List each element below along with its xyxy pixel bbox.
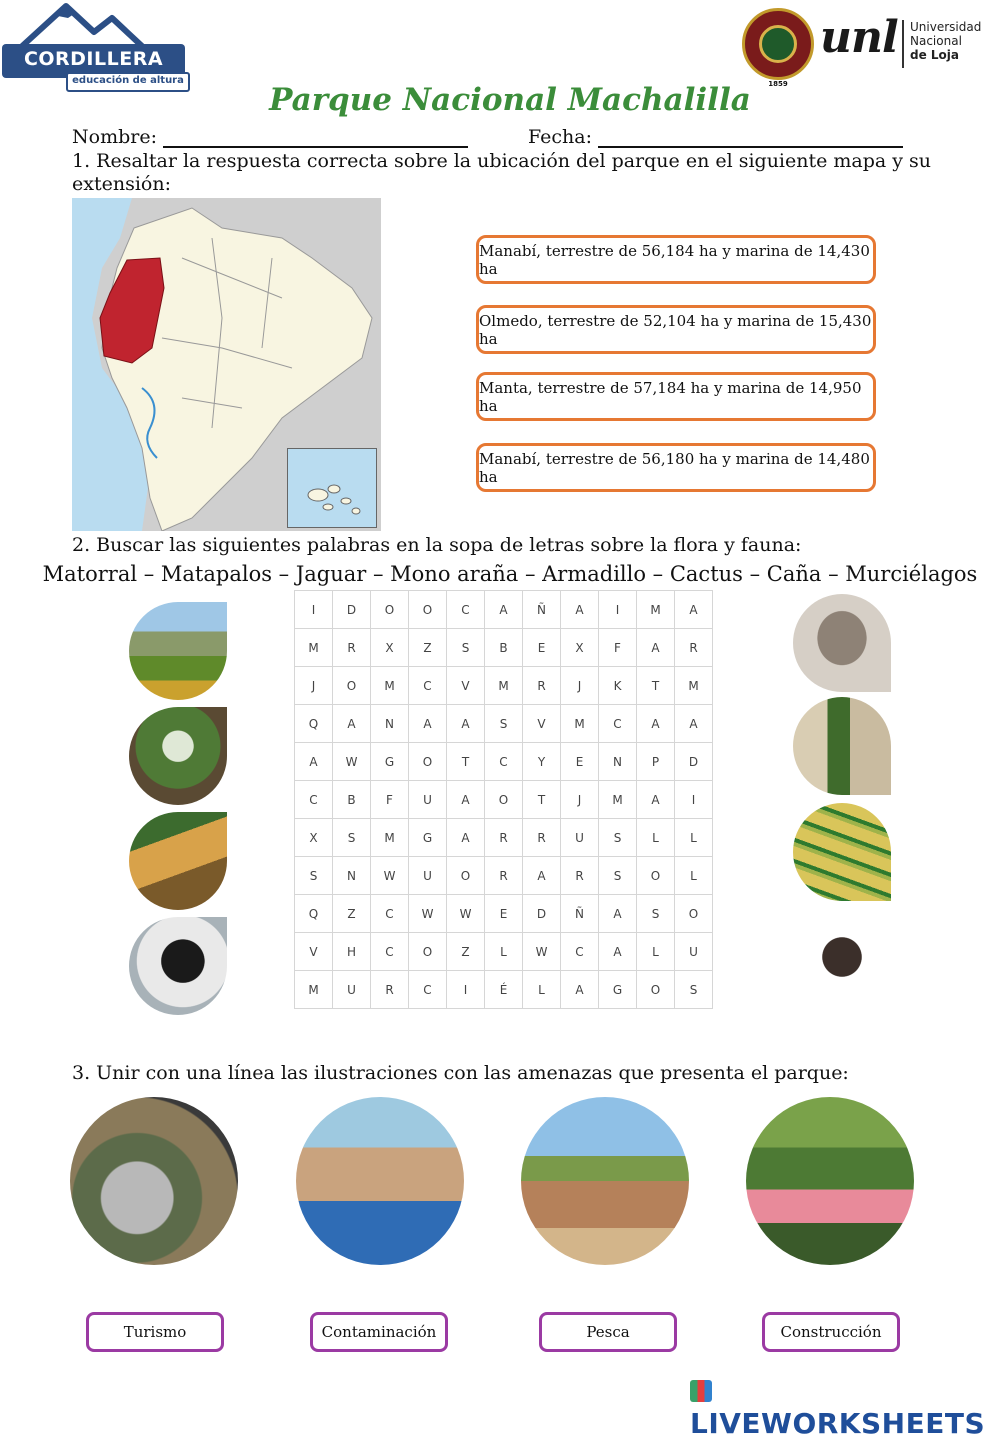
grid-row xyxy=(295,857,713,895)
galapagos-inset xyxy=(287,448,377,528)
grid-cell[interactable]: M xyxy=(295,629,333,667)
grid-cell[interactable]: V xyxy=(295,933,333,971)
grid-cell[interactable]: A xyxy=(333,705,371,743)
answer-option-4[interactable]: Manabí, terrestre de 56,180 ha y marina de 14,480 ha xyxy=(476,443,876,492)
grid-cell[interactable]: L xyxy=(675,857,713,895)
grid-cell[interactable]: M xyxy=(637,591,675,629)
grid-cell[interactable]: C xyxy=(447,591,485,629)
grid-cell[interactable]: É xyxy=(485,971,523,1009)
liveworksheets-logo-icon xyxy=(690,1380,712,1402)
grid-cell[interactable]: V xyxy=(523,705,561,743)
grid-cell[interactable]: B xyxy=(333,781,371,819)
university-seal-icon xyxy=(742,8,814,80)
grid-cell[interactable]: C xyxy=(561,933,599,971)
matapalos-photo xyxy=(129,707,227,805)
grid-cell[interactable]: O xyxy=(637,857,675,895)
mountain-icon xyxy=(20,2,180,48)
question-1-text: 1. Resaltar la respuesta correcta sobre la ubicación del parque en el siguiente mapa y su extensión: xyxy=(72,150,932,195)
grid-cell[interactable]: U xyxy=(409,781,447,819)
date-label: Fecha: xyxy=(528,126,592,148)
word-list: Matorral – Matapalos – Jaguar – Mono araña – Armadillo – Cactus – Caña – Murciélagos xyxy=(42,562,978,586)
date-field-row xyxy=(528,126,903,148)
grid-cell[interactable]: M xyxy=(371,667,409,705)
university-name: Universidad Nacional de Loja xyxy=(910,20,982,62)
grid-cell[interactable]: W xyxy=(523,933,561,971)
grid-cell[interactable]: D xyxy=(675,743,713,781)
grid-cell[interactable]: A xyxy=(637,629,675,667)
grid-cell[interactable]: Y xyxy=(523,743,561,781)
grid-cell[interactable]: S xyxy=(599,819,637,857)
grid-cell[interactable]: L xyxy=(675,819,713,857)
grid-cell[interactable]: W xyxy=(371,857,409,895)
ecuador-map xyxy=(72,198,381,531)
grid-cell[interactable]: O xyxy=(675,895,713,933)
grid-cell[interactable]: C xyxy=(485,743,523,781)
cordillera-logo xyxy=(2,2,187,86)
question-3-text: 3. Unir con una línea las ilustraciones con las amenazas que presenta el parque: xyxy=(72,1062,849,1084)
mono-arana-photo xyxy=(129,917,227,1015)
question-2-text: 2. Buscar las siguientes palabras en la sopa de letras sobre la flora y fauna: xyxy=(72,534,802,556)
grid-cell[interactable]: C xyxy=(371,933,409,971)
grid-cell[interactable]: I xyxy=(295,591,333,629)
grid-cell[interactable]: S xyxy=(333,819,371,857)
grid-cell[interactable]: A xyxy=(447,705,485,743)
grid-cell[interactable]: A xyxy=(637,705,675,743)
grid-cell[interactable]: C xyxy=(295,781,333,819)
grid-cell[interactable]: J xyxy=(295,667,333,705)
grid-cell[interactable]: I xyxy=(675,781,713,819)
grid-cell[interactable]: G xyxy=(371,743,409,781)
grid-cell[interactable]: A xyxy=(447,819,485,857)
grid-cell[interactable]: M xyxy=(371,819,409,857)
grid-cell[interactable]: F xyxy=(599,629,637,667)
grid-cell[interactable]: Ñ xyxy=(523,591,561,629)
grid-cell[interactable]: R xyxy=(561,857,599,895)
name-field-row xyxy=(72,126,468,148)
grid-cell[interactable]: A xyxy=(295,743,333,781)
grid-cell[interactable]: C xyxy=(371,895,409,933)
grid-cell[interactable]: P xyxy=(637,743,675,781)
unl-logo xyxy=(742,6,992,90)
pesca-photo xyxy=(296,1097,464,1265)
unl-wordmark: unl xyxy=(820,12,898,63)
grid-row xyxy=(295,819,713,857)
label-construccion[interactable]: Construcción xyxy=(762,1312,900,1352)
grid-cell[interactable]: X xyxy=(561,629,599,667)
grid-cell[interactable]: L xyxy=(637,819,675,857)
grid-cell[interactable]: I xyxy=(447,971,485,1009)
cordillera-tagline: educación de altura xyxy=(66,72,190,92)
grid-cell[interactable]: A xyxy=(523,857,561,895)
grid-cell[interactable]: A xyxy=(447,781,485,819)
grid-cell[interactable]: S xyxy=(599,857,637,895)
grid-cell[interactable]: L xyxy=(485,933,523,971)
grid-cell[interactable]: W xyxy=(447,895,485,933)
grid-cell[interactable]: X xyxy=(295,819,333,857)
cordillera-name: CORDILLERA xyxy=(23,48,164,70)
label-turismo[interactable]: Turismo xyxy=(86,1312,224,1352)
grid-cell[interactable]: A xyxy=(561,591,599,629)
grid-cell[interactable]: U xyxy=(333,971,371,1009)
grid-row xyxy=(295,971,713,1009)
grid-cell[interactable]: R xyxy=(675,629,713,667)
grid-cell[interactable]: A xyxy=(485,591,523,629)
grid-cell[interactable]: M xyxy=(675,667,713,705)
grid-cell[interactable]: A xyxy=(675,591,713,629)
grid-cell[interactable]: M xyxy=(485,667,523,705)
name-label: Nombre: xyxy=(72,126,157,148)
armadillo-photo xyxy=(793,594,891,692)
grid-cell[interactable]: O xyxy=(333,667,371,705)
grid-cell[interactable]: F xyxy=(371,781,409,819)
grid-cell[interactable]: C xyxy=(409,667,447,705)
grid-cell[interactable]: U xyxy=(675,933,713,971)
grid-cell[interactable]: R xyxy=(485,819,523,857)
grid-cell[interactable]: M xyxy=(599,781,637,819)
grid-cell[interactable]: T xyxy=(447,743,485,781)
grid-cell[interactable]: N xyxy=(371,705,409,743)
grid-cell[interactable]: U xyxy=(409,857,447,895)
grid-cell[interactable]: L xyxy=(637,933,675,971)
grid-cell[interactable]: D xyxy=(333,591,371,629)
turismo-photo xyxy=(746,1097,914,1265)
name-field[interactable] xyxy=(163,126,468,148)
grid-cell[interactable]: O xyxy=(371,591,409,629)
grid-cell[interactable]: O xyxy=(409,743,447,781)
grid-cell[interactable]: S xyxy=(637,895,675,933)
murcielago-photo xyxy=(793,908,891,1006)
grid-cell[interactable]: B xyxy=(485,629,523,667)
liveworksheets-brand: LIVEWORKSHEETS xyxy=(690,1374,999,1440)
grid-cell[interactable]: S xyxy=(675,971,713,1009)
grid-cell[interactable]: D xyxy=(523,895,561,933)
grid-cell[interactable]: R xyxy=(333,629,371,667)
grid-cell[interactable]: U xyxy=(561,819,599,857)
grid-cell[interactable]: T xyxy=(523,781,561,819)
grid-cell[interactable]: A xyxy=(599,895,637,933)
grid-cell[interactable]: W xyxy=(409,895,447,933)
grid-cell[interactable]: A xyxy=(637,781,675,819)
grid-cell[interactable]: G xyxy=(599,971,637,1009)
grid-cell[interactable]: G xyxy=(409,819,447,857)
jaguar-photo xyxy=(129,812,227,910)
grid-cell[interactable]: N xyxy=(333,857,371,895)
grid-row xyxy=(295,591,713,629)
date-field[interactable] xyxy=(598,126,903,148)
grid-cell[interactable]: A xyxy=(675,705,713,743)
grid-cell[interactable]: O xyxy=(447,857,485,895)
grid-cell[interactable]: M xyxy=(561,705,599,743)
grid-cell[interactable]: A xyxy=(599,933,637,971)
grid-cell[interactable]: I xyxy=(599,591,637,629)
grid-cell[interactable]: S xyxy=(447,629,485,667)
grid-cell[interactable]: Z xyxy=(447,933,485,971)
cana-photo xyxy=(793,803,891,901)
grid-cell[interactable]: N xyxy=(599,743,637,781)
grid-row xyxy=(295,667,713,705)
word-search-grid[interactable] xyxy=(294,590,713,1009)
grid-cell[interactable]: A xyxy=(561,971,599,1009)
page-title: Parque Nacional Machalilla xyxy=(269,82,751,118)
grid-cell[interactable]: O xyxy=(485,781,523,819)
grid-row xyxy=(295,895,713,933)
grid-cell[interactable]: E xyxy=(485,895,523,933)
grid-cell[interactable]: S xyxy=(485,705,523,743)
grid-cell[interactable]: E xyxy=(523,629,561,667)
answer-option-2[interactable]: Olmedo, terrestre de 52,104 ha y marina de 15,430 ha xyxy=(476,305,876,354)
grid-cell[interactable]: C xyxy=(409,971,447,1009)
grid-cell[interactable]: A xyxy=(409,705,447,743)
grid-cell[interactable]: V xyxy=(447,667,485,705)
grid-cell[interactable]: R xyxy=(485,857,523,895)
grid-cell[interactable]: O xyxy=(409,933,447,971)
grid-cell[interactable]: Ñ xyxy=(561,895,599,933)
grid-cell[interactable]: J xyxy=(561,667,599,705)
grid-cell[interactable]: R xyxy=(523,819,561,857)
grid-cell[interactable]: H xyxy=(333,933,371,971)
cactus-photo xyxy=(793,697,891,795)
answer-option-1[interactable]: Manabí, terrestre de 56,184 ha y marina de 14,430 ha xyxy=(476,235,876,284)
seal-year: 1859 xyxy=(768,80,788,88)
grid-row xyxy=(295,705,713,743)
label-pesca[interactable]: Pesca xyxy=(539,1312,677,1352)
grid-cell[interactable]: X xyxy=(371,629,409,667)
grid-cell[interactable]: L xyxy=(523,971,561,1009)
grid-row xyxy=(295,781,713,819)
grid-cell[interactable]: Z xyxy=(409,629,447,667)
grid-cell[interactable]: K xyxy=(599,667,637,705)
grid-cell[interactable]: S xyxy=(295,857,333,895)
grid-cell[interactable]: Q xyxy=(295,705,333,743)
grid-cell[interactable]: W xyxy=(333,743,371,781)
grid-row xyxy=(295,933,713,971)
grid-cell[interactable]: J xyxy=(561,781,599,819)
grid-row xyxy=(295,629,713,667)
label-contaminacion[interactable]: Contaminación xyxy=(310,1312,448,1352)
grid-cell[interactable]: O xyxy=(637,971,675,1009)
grid-cell[interactable]: M xyxy=(295,971,333,1009)
grid-cell[interactable]: E xyxy=(561,743,599,781)
grid-cell[interactable]: T xyxy=(637,667,675,705)
grid-cell[interactable]: Z xyxy=(333,895,371,933)
grid-row xyxy=(295,743,713,781)
grid-cell[interactable]: C xyxy=(599,705,637,743)
grid-cell[interactable]: Q xyxy=(295,895,333,933)
contaminacion-photo xyxy=(70,1097,238,1265)
grid-cell[interactable]: R xyxy=(523,667,561,705)
matorral-photo xyxy=(129,602,227,700)
grid-cell[interactable]: R xyxy=(371,971,409,1009)
construccion-photo xyxy=(521,1097,689,1265)
grid-cell[interactable]: O xyxy=(409,591,447,629)
answer-option-3[interactable]: Manta, terrestre de 57,184 ha y marina de 14,950 ha xyxy=(476,372,876,421)
